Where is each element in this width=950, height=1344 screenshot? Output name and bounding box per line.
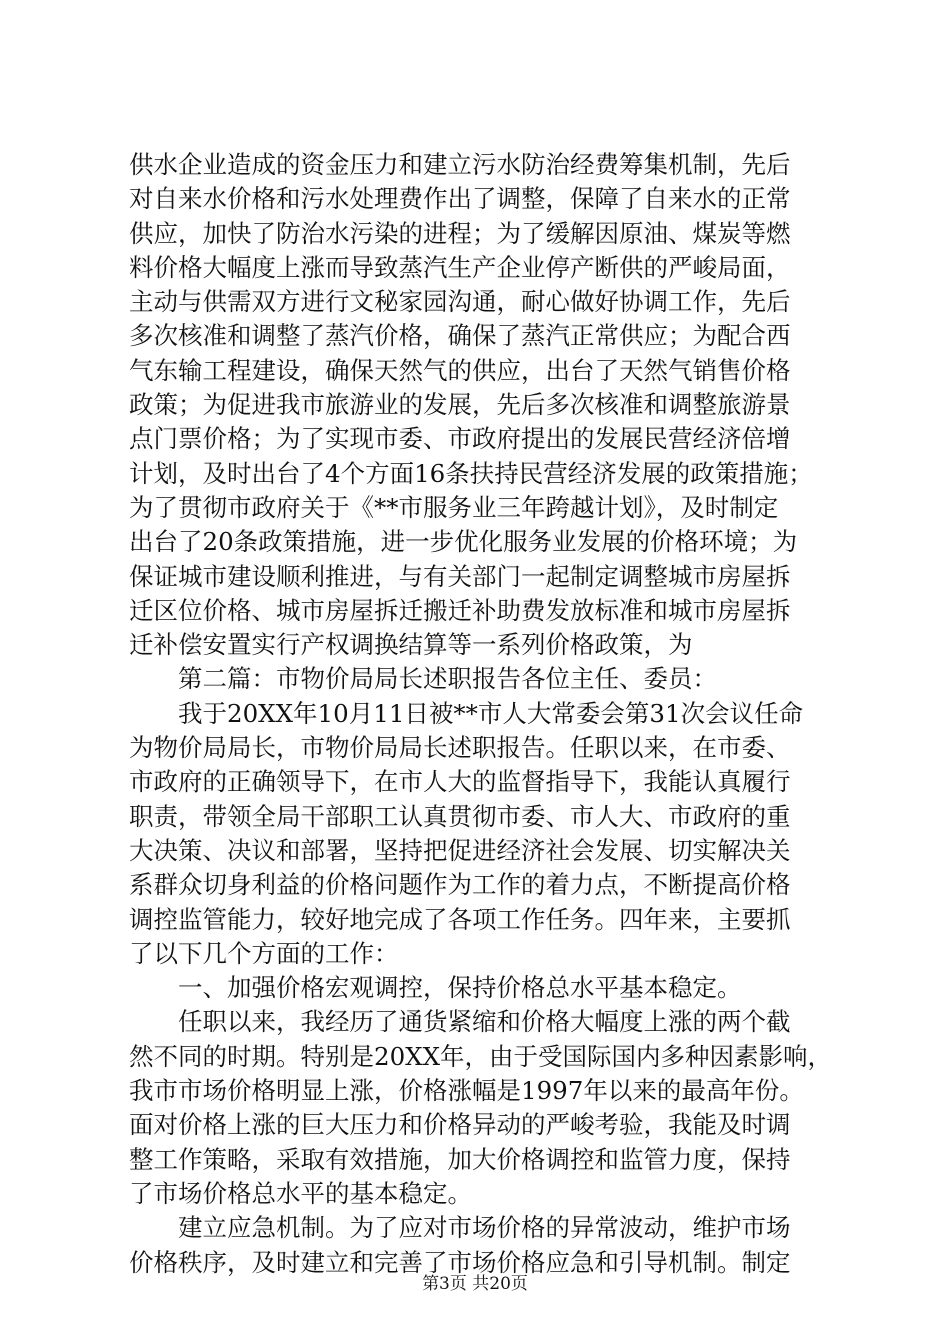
text-line: 建立应急机制。为了应对市场价格的异常波动，维护市场 [129,1213,791,1243]
text-line: 职责，带领全局干部职工认真贯彻市委、市人大、市政府的重 [129,801,791,831]
text-line: 迁区位价格、城市房屋拆迁搬迁补助费发放标准和城市房屋拆 [129,595,791,625]
text-line: 保证城市建设顺利推进，与有关部门一起制定调整城市房屋拆 [129,561,791,591]
page-footer: 第3页 共20页 [422,1274,528,1294]
text-line: 点门票价格；为了实现市委、市政府提出的发展民营经济倍增 [129,424,791,454]
document-body [129,148,833,1280]
text-line: 了以下几个方面的工作： [129,938,399,968]
text-line: 整工作策略，采取有效措施，加大价格调控和监管力度，保持 [129,1144,791,1174]
text-line: 出台了20条政策措施，进一步优化服务业发展的价格环境；为 [129,527,798,557]
text-line: 多次核准和调整了蒸汽价格，确保了蒸汽正常供应；为配合西 [129,321,791,351]
text-line: 为物价局局长，市物价局局长述职报告。任职以来，在市委、 [129,733,791,763]
text-line: 大决策、决议和部署，坚持把促进经济社会发展、切实解决关 [129,835,791,865]
text-line: 市政府的正确领导下，在市人大的监督指导下，我能认真履行 [129,767,791,797]
text-line: 了市场价格总水平的基本稳定。 [129,1178,472,1208]
text-line: 我市市场价格明显上涨，价格涨幅是1997年以来的最高年份。 [129,1076,804,1106]
text-line: 主动与供需双方进行文秘家园沟通，耐心做好协调工作，先后 [129,287,791,317]
text-line: 然不同的时期。特别是20XX年，由于受国际国内多种因素影响， [129,1041,833,1071]
text-line: 供应，加快了防治水污染的进程；为了缓解因原油、煤炭等燃 [129,218,791,248]
text-line: 任职以来，我经历了通货紧缩和价格大幅度上涨的两个截 [129,1007,791,1037]
text-line: 面对价格上涨的巨大压力和价格异动的严峻考验，我能及时调 [129,1110,791,1140]
text-line: 料价格大幅度上涨而导致蒸汽生产企业停产断供的严峻局面， [129,252,791,282]
text-line: 供水企业造成的资金压力和建立污水防治经费筹集机制，先后 [129,150,791,179]
text-line: 为了贯彻市政府关于《**市服务业三年跨越计划》，及时制定 [129,492,779,522]
text-line: 调控监管能力，较好地完成了各项工作任务。四年来，主要抓 [129,904,791,934]
subsection-heading: 一、加强价格宏观调控，保持价格总水平基本稳定。 [129,973,742,1003]
text-line: 计划，及时出台了4个方面16条扶持民营经济发展的政策措施； [129,458,813,488]
text-line: 气东输工程建设，确保天然气的供应，出台了天然气销售价格 [129,355,791,385]
section-heading: 第二篇：市物价局局长述职报告各位主任、委员： [129,664,717,694]
text-line: 我于20XX年10月11日被**市人大常委会第31次会议任命 [129,698,804,728]
text-line: 系群众切身利益的价格问题作为工作的着力点，不断提高价格 [129,870,791,900]
text-line: 政策；为促进我市旅游业的发展，先后多次核准和调整旅游景 [129,390,791,420]
text-line: 迁补偿安置实行产权调换结算等一系列价格政策，为 [129,630,693,660]
text-line: 对自来水价格和污水处理费作出了调整，保障了自来水的正常 [129,184,791,214]
text-line: 价格秩序，及时建立和完善了市场价格应急和引导机制。制定 [129,1247,791,1277]
